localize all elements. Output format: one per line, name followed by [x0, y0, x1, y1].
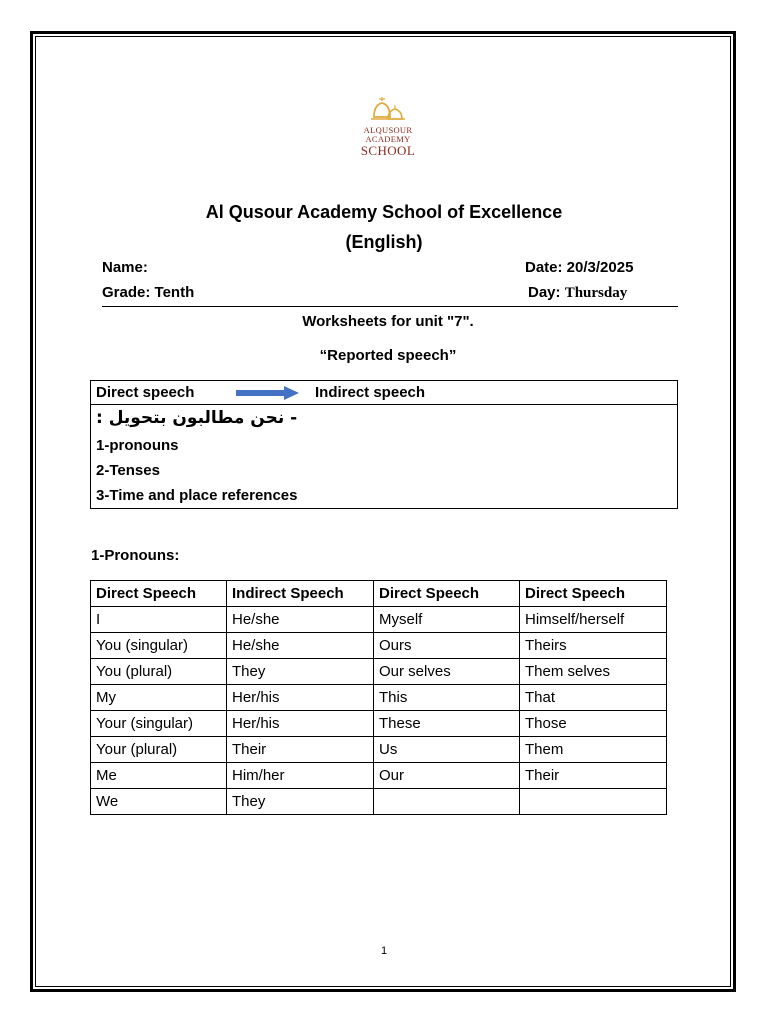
- grade-label: Grade: Tenth: [102, 284, 195, 301]
- column-header: Direct Speech: [520, 581, 667, 607]
- table-header-row: [91, 581, 667, 607]
- date-label: Date: 20/3/2025: [525, 259, 634, 276]
- page-number: 1: [380, 945, 388, 957]
- table-cell: Your (singular): [91, 711, 227, 737]
- day-field: [528, 284, 627, 302]
- logo-text-3: SCHOOL: [360, 143, 416, 158]
- table-cell: They: [227, 789, 374, 815]
- list-item: 3-Time and place references: [96, 487, 298, 504]
- indirect-speech-label: Indirect speech: [315, 384, 426, 401]
- table-cell: He/she: [227, 633, 374, 659]
- header-divider: [102, 306, 678, 307]
- table-cell: Me: [91, 763, 227, 789]
- conversion-info-box: [90, 380, 678, 509]
- page-border-inner: [35, 36, 731, 987]
- table-cell: Our selves: [374, 659, 520, 685]
- list-item: 2-Tenses: [96, 462, 160, 479]
- table-row: [91, 737, 667, 763]
- table-cell: My: [91, 685, 227, 711]
- table-cell: Our: [374, 763, 520, 789]
- school-name: Al Qusour Academy School of Excellence: [205, 202, 563, 222]
- table-row: [91, 789, 667, 815]
- school-logo: [340, 95, 436, 167]
- table-cell: This: [374, 685, 520, 711]
- table-cell: Himself/herself: [520, 607, 667, 633]
- table-row: [91, 607, 667, 633]
- table-cell: They: [227, 659, 374, 685]
- table-row: [91, 763, 667, 789]
- table-cell: That: [520, 685, 667, 711]
- table-cell: We: [91, 789, 227, 815]
- list-item: 1-pronouns: [96, 437, 179, 454]
- table-cell: Them: [520, 737, 667, 763]
- column-header: Indirect Speech: [227, 581, 374, 607]
- column-header: Direct Speech: [374, 581, 520, 607]
- table-cell: Them selves: [520, 659, 667, 685]
- table-row: [91, 685, 667, 711]
- day-label: Day:: [528, 284, 561, 301]
- table-cell: [374, 789, 520, 815]
- table-cell: These: [374, 711, 520, 737]
- worksheet-title: Worksheets for unit "7".: [302, 313, 474, 330]
- column-header: Direct Speech: [91, 581, 227, 607]
- table-cell: You (plural): [91, 659, 227, 685]
- table-cell: Her/his: [227, 685, 374, 711]
- table-cell: Their: [227, 737, 374, 763]
- table-cell: Him/her: [227, 763, 374, 789]
- table-cell: Those: [520, 711, 667, 737]
- logo-text-1: ALQUSOUR: [363, 125, 413, 135]
- pronouns-table: [90, 580, 667, 815]
- subject-title: (English): [345, 232, 423, 252]
- table-cell: Myself: [374, 607, 520, 633]
- table-cell: You (singular): [91, 633, 227, 659]
- table-cell: Theirs: [520, 633, 667, 659]
- table-row: [91, 659, 667, 685]
- worksheet-subtitle: “Reported speech”: [319, 347, 457, 364]
- pronouns-heading: 1-Pronouns:: [91, 547, 180, 564]
- name-label: Name:: [102, 259, 148, 276]
- direct-speech-label: Direct speech: [96, 384, 195, 401]
- info-box-header: [91, 381, 677, 405]
- table-cell: Your (plural): [91, 737, 227, 763]
- arrow-right-icon: [236, 386, 300, 400]
- table-row: [91, 633, 667, 659]
- day-value: Thursday: [564, 285, 628, 301]
- table-cell: I: [91, 607, 227, 633]
- arabic-note: - نحن مطالبون بتحويل :: [96, 408, 298, 428]
- table-cell: [520, 789, 667, 815]
- dome-icon: [368, 95, 408, 125]
- table-cell: He/she: [227, 607, 374, 633]
- table-cell: Us: [374, 737, 520, 763]
- table-cell: Their: [520, 763, 667, 789]
- table-cell: Her/his: [227, 711, 374, 737]
- table-cell: Ours: [374, 633, 520, 659]
- logo-text-2: ACADEMY: [365, 134, 411, 144]
- table-row: [91, 711, 667, 737]
